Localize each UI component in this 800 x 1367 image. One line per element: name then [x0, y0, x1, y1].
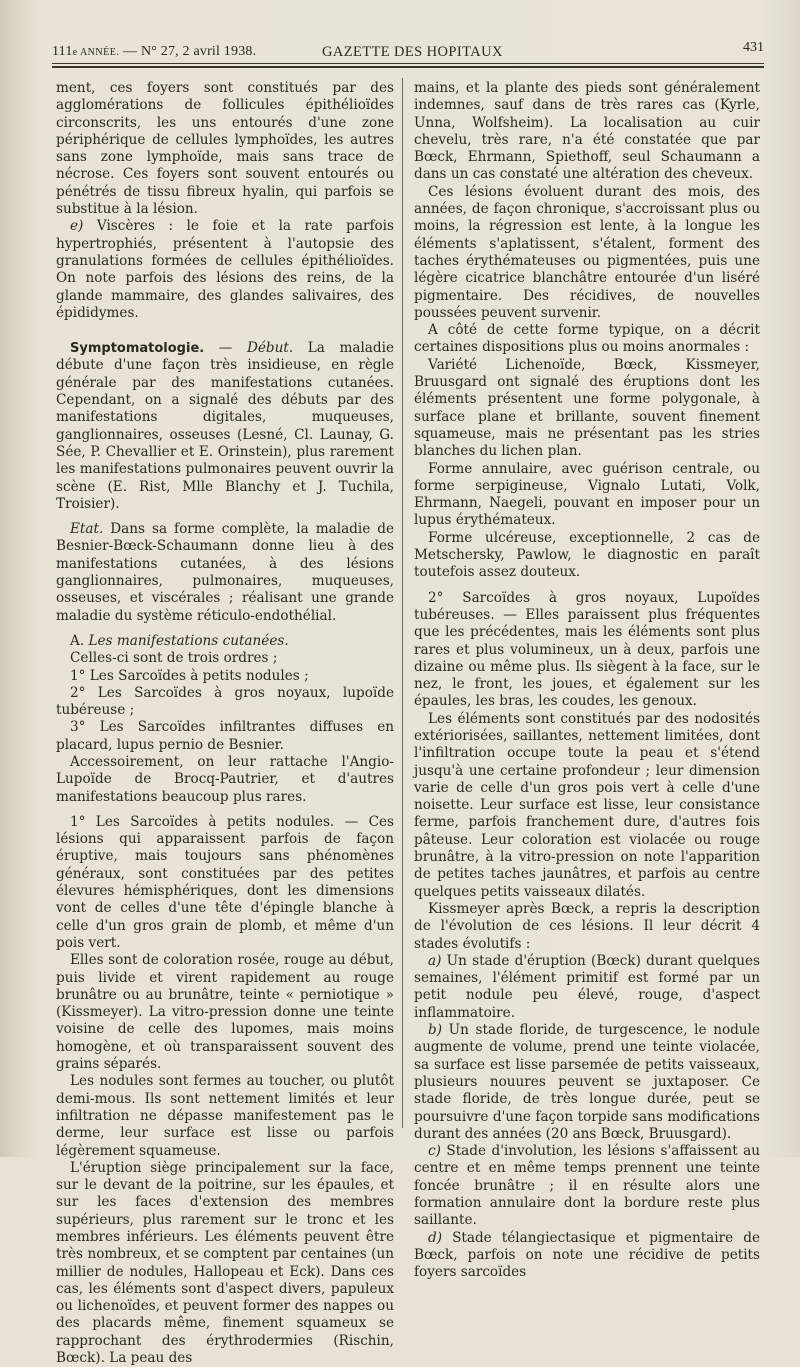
subheading: Début. — [246, 340, 294, 357]
left-column — [56, 80, 394, 1367]
paragraph — [56, 218, 394, 322]
subheading: Etat. — [70, 521, 104, 538]
list-item: 2° Les Sarcoïdes à gros noyaux, lupoïde tubéreuse ; — [56, 684, 394, 719]
right-column — [414, 80, 760, 1281]
dash: — — [204, 340, 247, 357]
paragraph: Variété Lichenoïde, Bœck, Kissmeyer, Bruusgard ont signalé des éruptions dont les éléments présentent une forme polygonale, à surface plane et brillante, souvent finement squameuse, mais ne présentant pas les stries blanches du lichen plan. — [414, 356, 760, 460]
subsection-heading — [56, 633, 394, 650]
paragraph: Les éléments sont constitués par des nodosités extériorisées, saillantes, nettement limitées, dont l'infiltration occupe toute la peau et s'étend jusqu'à une certaine profondeur ; leur dimension varie de celle d'un gros pois vert à celle d'une noisette. Leur surface est lisse, leur consistance ferme, parfois franchement dure, d'autres fois pâteuse. Leur coloration est violacée ou rouge brunâtre, à la vitro-pression on note l'apparition de petites taches jaunâtres, et parfois au centre quelques petits vaisseaux dilatés. — [414, 710, 760, 900]
paragraph: Elles sont de coloration rosée, rouge au début, puis livide et virent rapidement au rouge brunâtre ou au brunâtre, teinte « perniotique » (Kissmeyer). La vitro-pression donne une teinte voisine de celle des lupomes, mais moins homogène, et où transparaissent souvent des grains séparés. — [56, 952, 394, 1073]
header-rule-thick — [52, 66, 764, 68]
section-heading: Symptomatologie. — [70, 341, 205, 357]
paragraph: Accessoirement, on leur rattache l'Angio-Lupoïde de Brocq-Pautrier, et d'autres manifestations beaucoup plus rares. — [56, 753, 394, 805]
list-item — [414, 1143, 760, 1229]
paragraph — [56, 521, 394, 625]
paragraph-text: Stade télangiectasique et pigmentaire de Bœck, parfois on note une récidive de petits foyers sarcoïdes — [414, 1229, 760, 1281]
issue-year-number: 111 — [52, 44, 73, 59]
enum-label: b) — [428, 1022, 443, 1039]
enum-label: a) — [428, 952, 442, 969]
paragraph: Ces lésions évoluent durant des mois, des années, de façon chronique, s'accroissant plus ou moins, la régression est lente, à la longue les éléments s'aplatissent, s'étalent, forment des taches érythémateuses ou pigmentées, puis une légère cicatrice blanchâtre entourée d'un liséré pigmentaire. Des récidives, de nouvelles poussées peuvent survenir. — [414, 183, 760, 321]
list-item — [414, 1022, 760, 1143]
paragraph: Les nodules sont fermes au toucher, ou plutôt demi-mous. Ils sont nettement limités et leur infiltration ne dépasse manifestement pas le derme, leur surface est lisse ou parfois légèrement squameuse. — [56, 1073, 394, 1159]
paragraph-text: Un stade d'éruption (Bœck) durant quelques semaines, l'élément primitif est formé par un petit nodule peu élevé, rouge, d'aspect inflammatoire. — [414, 952, 760, 1021]
column-divider — [402, 78, 403, 1128]
issue-info — [52, 44, 256, 60]
paragraph: L'éruption siège principalement sur la face, sur le devant de la poitrine, sur les épaules, et sur les faces d'extension des membres supérieurs, plus rarement sur le tronc et les membres inférieurs. Les éléments peuvent être très nombreux, et se comptent par centaines (un millier de nodules, Hallopeau et Eck). Dans ces cas, les éléments sont d'aspect divers, papuleux ou lichenoïdes, et peuvent former des nappes ou des placards même, finement squameux se rapprochant des érythrodermies (Rischin, Bœck). La peau des — [56, 1159, 394, 1367]
paragraph: Forme annulaire, avec guérison centrale, ou forme serpigineuse, Vignalo Lutati, Volk, Ehrmann, Naegeli, pouvant en imposer pour un lupus érythémateux. — [414, 460, 760, 529]
paragraph-text: Un stade floride, de turgescence, le nodule augmente de volume, prend une teinte violacée, sa surface est lisse parsemée de petits vaisseaux, plusieurs nouures peuvent se juxtaposer. Ce stade floride, de très longue durée, peut se poursuivre d'une façon torpide sans modifications durant des années (20 ans Bœck, Bruusgard). — [414, 1022, 760, 1142]
issue-year-label: e ANNÉE. — [72, 47, 120, 58]
paragraph: Forme ulcéreuse, exceptionnelle, 2 cas de Metschersky, Pawlow, le diagnostic en paraît toutefois assez douteux. — [414, 529, 760, 581]
issue-number-date: — N° 27, 2 avril 1938. — [119, 44, 257, 59]
paragraph-text: Viscères : le foie et la rate parfois hypertrophiés, présentent à l'autopsie des granulations formées de cellules épithélioïdes. On note parfois des lésions des reins, de la glande mammaire, des glandes salivaires, des épididymes. — [56, 218, 394, 321]
enum-label: e) — [70, 218, 84, 235]
paragraph-text: La maladie débute d'une façon très insidieuse, en règle générale par des manifestations cutanées. Cependant, on a signalé des débuts par des manifestations digitales, muqueuses, ganglionnaires, osseuses (Lesné, Cl. Launay, G. Sée, P. Chevallier et E. Orinstein), plus rarement les manifestations pulmonaires peuvent ouvrir la scène (E. Rist, Mlle Blanchy et J. Tuchila, Troisier). — [56, 340, 394, 512]
paragraph: A côté de cette forme typique, on a décrit certaines dispositions plus ou moins anormales : — [414, 322, 760, 356]
paragraph: mains, et la plante des pieds sont généralement indemnes, sauf dans de très rares cas (Kyrle, Unna, Wolfsheim). La localisation au cuir chevelu, très rare, n'a été constatée que par Bœck, Ehrmann, Spiethoff, seul Schaumann a dans un cas constaté une altération des cheveux. — [414, 80, 760, 183]
page-number: 431 — [743, 40, 764, 55]
subsection-title: Les manifestations cutanées. — [88, 632, 289, 649]
list-item: 1° Les Sarcoïdes à petits nodules ; — [70, 667, 309, 684]
paragraph: ment, ces foyers sont constitués par des agglomérations de follicules épithélioïdes circonscrits, les uns entourés d'une zone périphérique de cellules lymphoïdes, les autres sans zone lymphoïde, mais sans trace de nécrose. Ces foyers sont souvent entourés ou pénétrés de tissu fibreux hyalin, qui parfois se substitue à la lésion. — [56, 80, 394, 218]
paragraph: Celles-ci sont de trois ordres ; — [70, 650, 278, 667]
enum-label: c) — [428, 1143, 441, 1160]
paragraph: 1° Les Sarcoïdes à petits nodules. — Ces lésions qui apparaissent parfois de façon éruptive, mais toujours sans phénomènes généraux, sont constituées par des petites élevures hémisphériques, dont les dimensions vont de celles d'une tête d'épingle blanche à celle d'un gros grain de plomb, et même d'un pois vert. — [56, 813, 394, 951]
paragraph: 2° Sarcoïdes à gros noyaux, Lupoïdes tubéreuses. — Elles paraissent plus fréquentes que les précédentes, mais les éléments sont plus rares et plus volumineux, un à deux, parfois une dizaine ou même plus. Ils siègent à la face, sur le nez, le front, les joues, et également sur les épaules, les bras, les coudes, les genoux. — [414, 589, 760, 710]
section-heading-paragraph — [56, 340, 394, 513]
paragraph: Kissmeyer après Bœck, a repris la description de l'évolution de ces lésions. Il leur décrit 4 stades évolutifs : — [414, 900, 760, 952]
paragraph-text: Stade d'involution, les lésions s'affaissent au centre et en même temps prennent une teinte foncée brunâtre ; il en résulte alors une formation annulaire dont la bordure reste plus saillante. — [414, 1143, 760, 1229]
subsection-letter: A. — [70, 632, 89, 649]
list-item — [414, 953, 760, 1022]
running-header — [52, 40, 764, 64]
enum-label: d) — [428, 1229, 443, 1246]
journal-title: GAZETTE DES HOPITAUX — [322, 44, 503, 60]
header-rule-thin — [52, 63, 764, 64]
paragraph-text: Dans sa forme complète, la maladie de Besnier-Bœck-Schaumann donne lieu à des manifestations cutanées, à des lésions ganglionnaires, pulmonaires, muqueuses, osseuses, et viscérales ; réalisant une grande maladie du système réticulo-endothélial. — [56, 521, 394, 624]
list-item: 3° Les Sarcoïdes infiltrantes diffuses en placard, lupus pernio de Besnier. — [56, 719, 394, 753]
list-item — [414, 1230, 760, 1282]
